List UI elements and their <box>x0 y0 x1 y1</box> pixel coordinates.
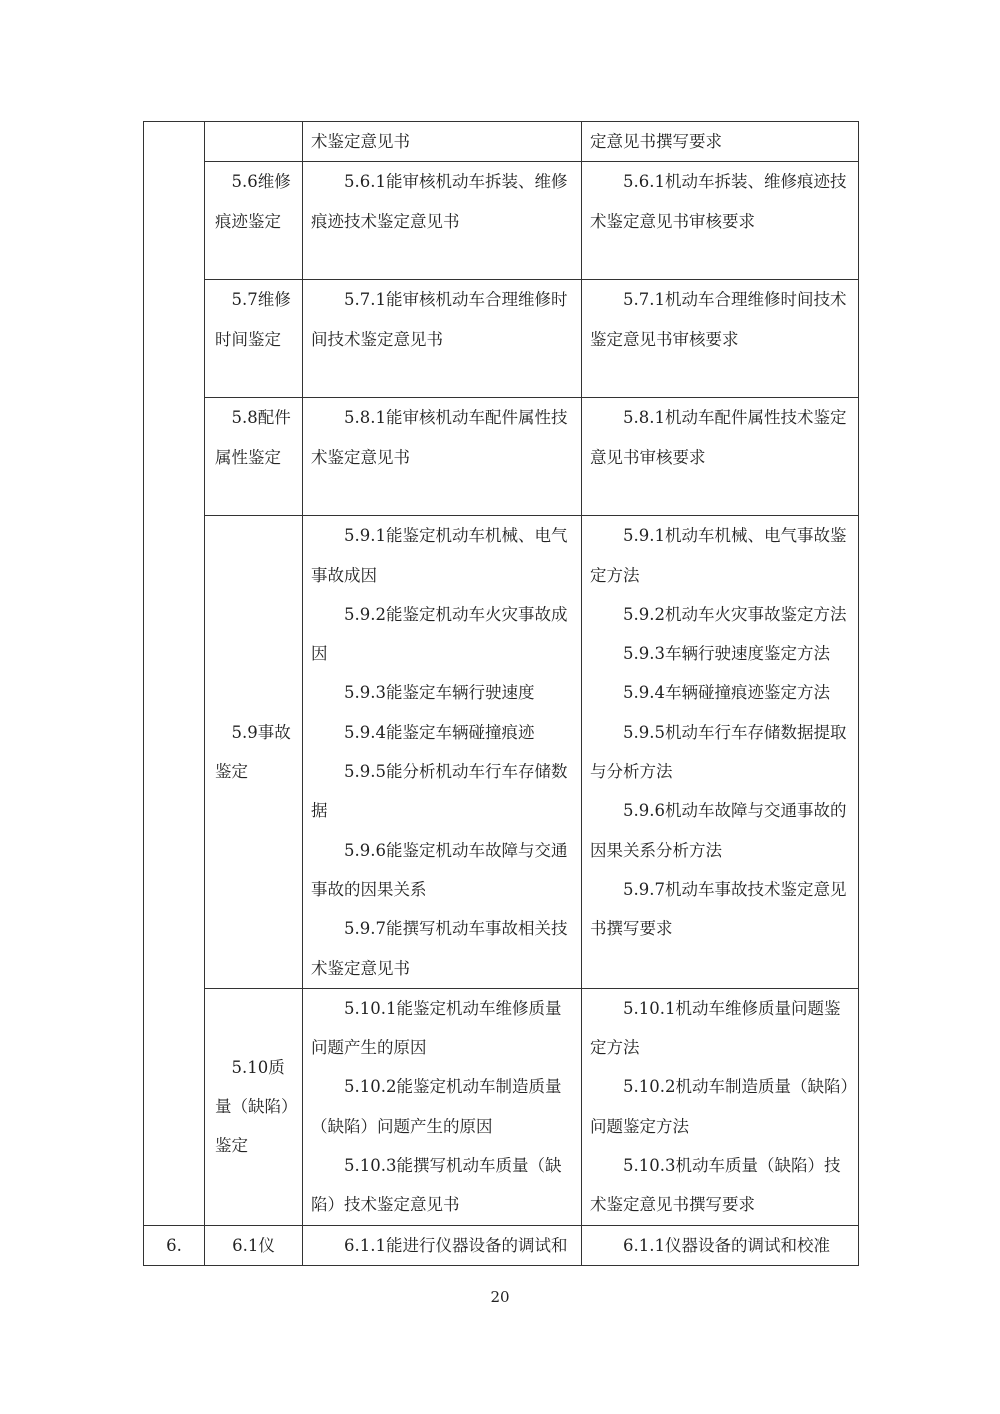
skills-table <box>143 121 859 1266</box>
subsection-cell <box>205 988 303 1225</box>
table-row <box>144 162 859 280</box>
ability-text: 5.9.5能分析机动车行车存储数据 <box>311 762 568 821</box>
knowledge-text: 5.9.5机动车行车存储数据提取与分析方法 <box>590 722 847 782</box>
ability-text: 5.9.6能鉴定机动车故障与交通事故的因果关系 <box>311 840 568 899</box>
ability-cell <box>303 516 582 989</box>
ability-text: 5.9.1能鉴定机动车机械、电气事故成因 <box>311 526 568 585</box>
subsection-label: 6.1仪 <box>232 1235 275 1255</box>
table-row <box>144 122 859 162</box>
knowledge-cell <box>582 122 859 162</box>
ability-text: 5.9.4能鉴定车辆碰撞痕迹 <box>344 722 535 742</box>
ability-text: 5.9.3能鉴定车辆行驶速度 <box>344 683 535 703</box>
knowledge-text: 5.10.3机动车质量（缺陷）技术鉴定意见书撰写要求 <box>590 1156 841 1215</box>
knowledge-cell <box>582 988 859 1225</box>
subsection-label: 5.10质量（缺陷）鉴定 <box>215 1057 290 1156</box>
knowledge-text: 5.10.1机动车维修质量问题鉴定方法 <box>590 998 841 1058</box>
knowledge-text: 5.9.7机动车事故技术鉴定意见书撰写要求 <box>590 879 847 939</box>
ability-text: 5.6.1能审核机动车拆装、维修痕迹技术鉴定意见书 <box>311 172 568 231</box>
knowledge-text: 5.7.1机动车合理维修时间技术鉴定意见书审核要求 <box>590 290 847 349</box>
subsection-label: 5.9事故鉴定 <box>215 722 291 782</box>
ability-cell <box>303 1225 582 1265</box>
section-cell <box>144 122 205 1226</box>
section-cell <box>144 1225 205 1265</box>
page-number: 20 <box>490 1288 510 1306</box>
knowledge-text: 5.8.1机动车配件属性技术鉴定意见书审核要求 <box>590 408 847 467</box>
subsection-cell <box>205 398 303 516</box>
knowledge-text: 5.9.6机动车故障与交通事故的因果关系分析方法 <box>590 801 847 860</box>
knowledge-text: 5.9.1机动车机械、电气事故鉴定方法 <box>590 526 847 585</box>
subsection-label: 5.6维修痕迹鉴定 <box>215 172 291 231</box>
subsection-cell <box>205 280 303 398</box>
knowledge-cell <box>582 398 859 516</box>
knowledge-text: 定意见书撰写要求 <box>590 132 722 151</box>
knowledge-text: 5.10.2机动车制造质量（缺陷）问题鉴定方法 <box>590 1077 849 1136</box>
knowledge-text: 5.9.3车辆行驶速度鉴定方法 <box>623 644 830 664</box>
ability-text: 5.8.1能审核机动车配件属性技术鉴定意见书 <box>311 408 568 467</box>
ability-cell <box>303 398 582 516</box>
table-row <box>144 988 859 1225</box>
knowledge-cell <box>582 1225 859 1265</box>
knowledge-cell <box>582 280 859 398</box>
ability-text: 5.7.1能审核机动车合理维修时间技术鉴定意见书 <box>311 290 568 349</box>
subsection-label: 5.8配件属性鉴定 <box>215 408 291 467</box>
table-row <box>144 516 859 989</box>
subsection-cell <box>205 162 303 280</box>
knowledge-text: 5.6.1机动车拆装、维修痕迹技术鉴定意见书审核要求 <box>590 172 847 231</box>
document-table-container <box>143 121 859 1266</box>
ability-cell <box>303 122 582 162</box>
knowledge-text: 5.9.2机动车火灾事故鉴定方法 <box>623 604 847 624</box>
section-label: 6. <box>166 1235 182 1255</box>
ability-text: 术鉴定意见书 <box>311 132 410 151</box>
ability-cell <box>303 162 582 280</box>
subsection-cell <box>205 516 303 989</box>
ability-text: 6.1.1能进行仪器设备的调试和 <box>344 1235 568 1255</box>
subsection-cell <box>205 122 303 162</box>
ability-text: 5.10.1能鉴定机动车维修质量问题产生的原因 <box>311 998 562 1058</box>
table-row <box>144 1225 859 1265</box>
ability-text: 5.10.2能鉴定机动车制造质量（缺陷）问题产生的原因 <box>311 1077 562 1136</box>
subsection-label: 5.7维修时间鉴定 <box>215 290 291 349</box>
knowledge-cell <box>582 516 859 989</box>
table-row <box>144 280 859 398</box>
table-row <box>144 398 859 516</box>
ability-cell <box>303 988 582 1225</box>
knowledge-text: 6.1.1仪器设备的调试和校准 <box>623 1235 830 1255</box>
ability-text: 5.10.3能撰写机动车质量（缺陷）技术鉴定意见书 <box>311 1156 562 1215</box>
ability-text: 5.9.7能撰写机动车事故相关技术鉴定意见书 <box>311 919 568 978</box>
subsection-cell <box>205 1225 303 1265</box>
ability-text: 5.9.2能鉴定机动车火灾事故成因 <box>311 604 568 664</box>
knowledge-text: 5.9.4车辆碰撞痕迹鉴定方法 <box>623 683 830 703</box>
ability-cell <box>303 280 582 398</box>
knowledge-cell <box>582 162 859 280</box>
